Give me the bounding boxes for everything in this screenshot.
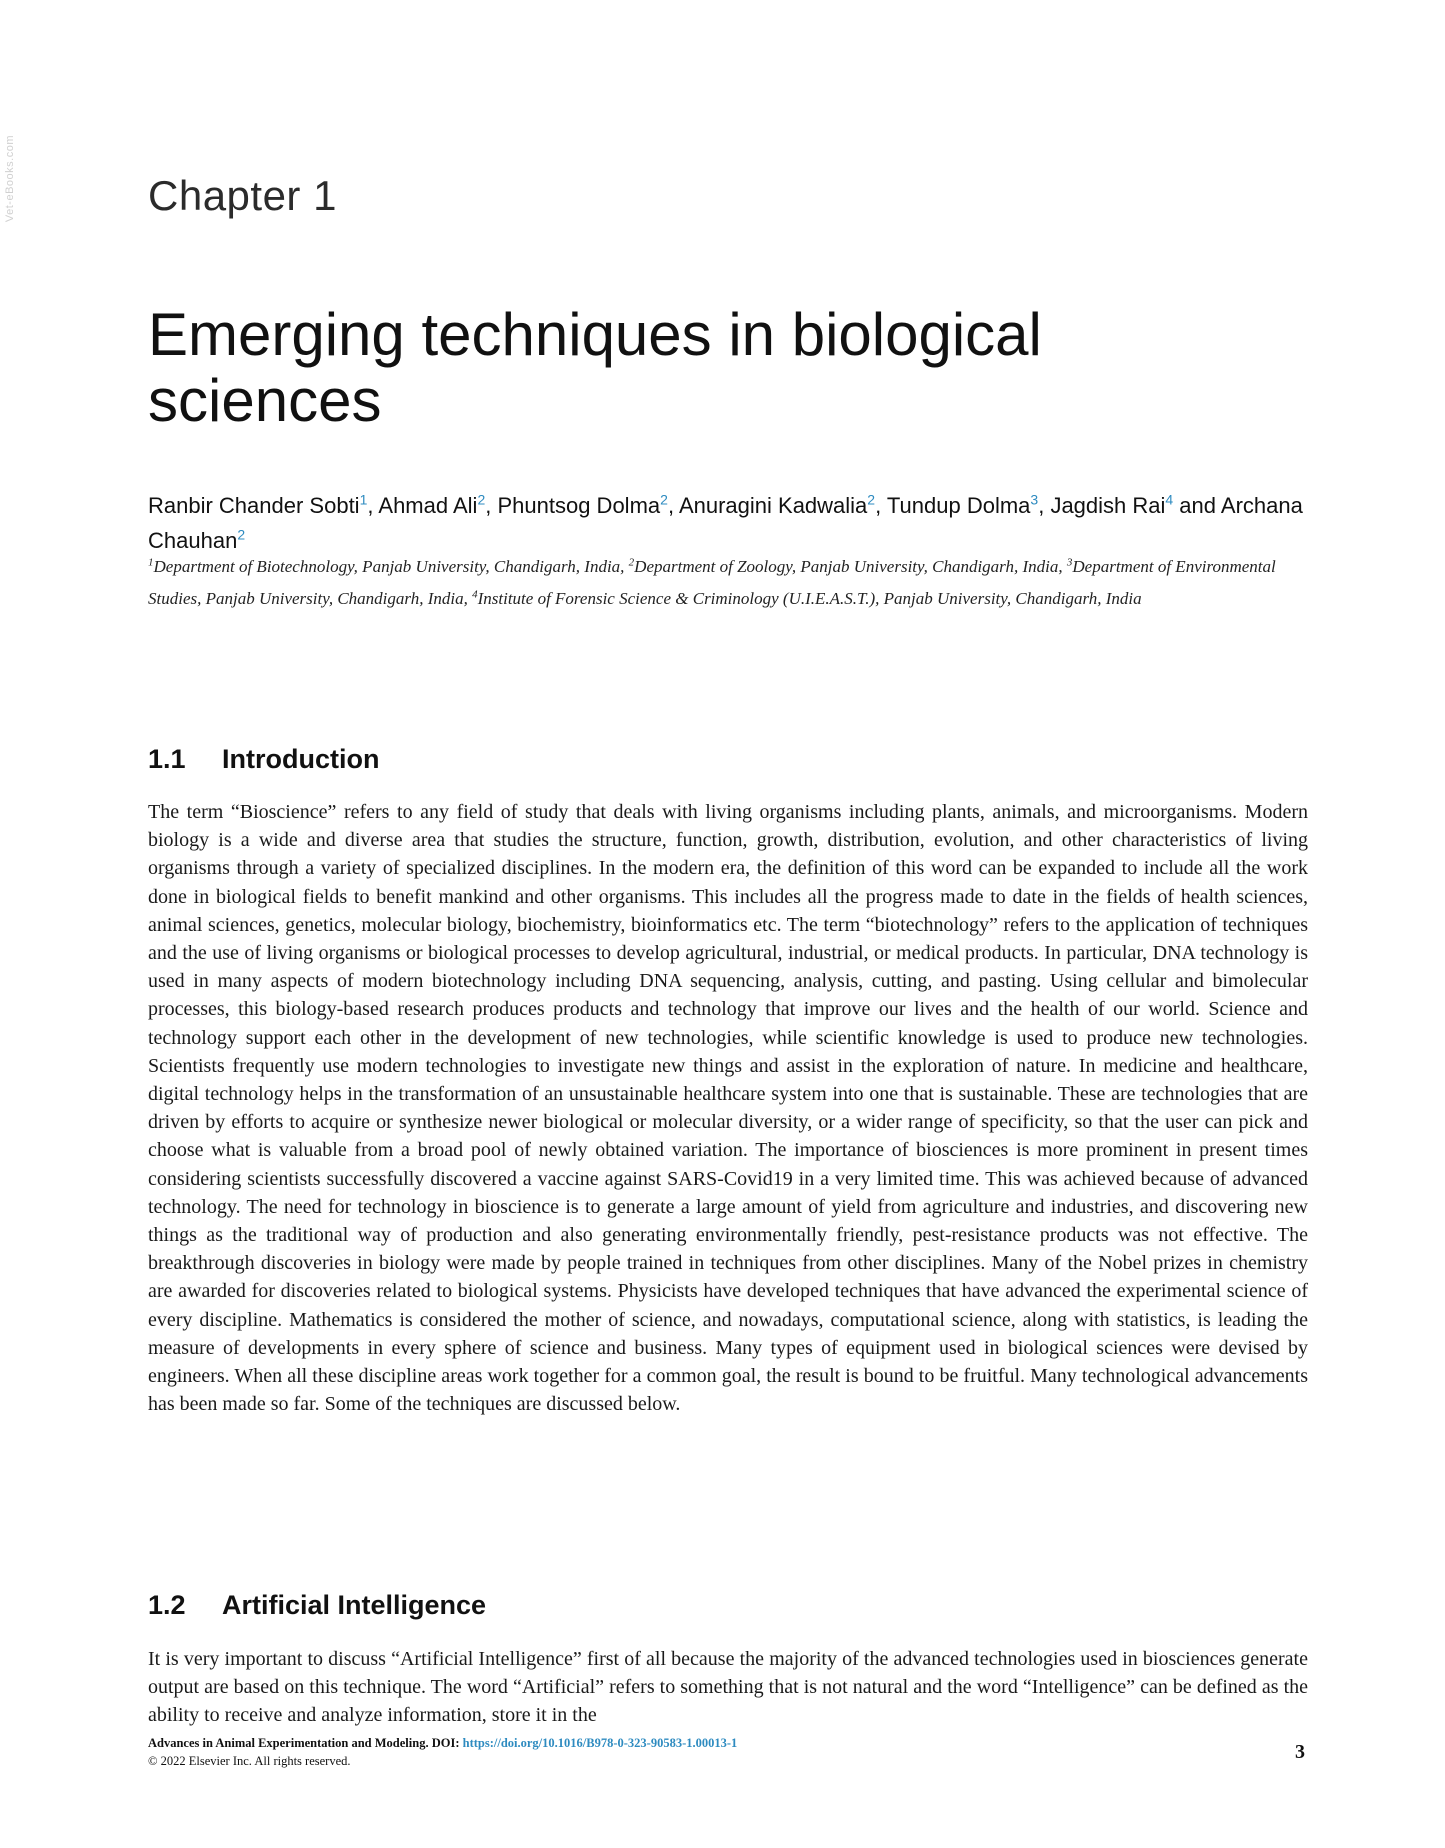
- author-affiliation-link[interactable]: 2: [660, 492, 668, 508]
- section-number: 1.1: [148, 744, 186, 774]
- chapter-label: Chapter 1: [148, 172, 337, 219]
- author-affiliation-link[interactable]: 2: [867, 492, 876, 508]
- author: Anuragini Kadwalia$^2$,: [678, 492, 887, 519]
- section-title: Introduction: [222, 744, 380, 774]
- affiliation: $^1$Department of Biotechnology, Panjab University, Chandigarh, India,: [148, 556, 629, 576]
- author-list: [148, 486, 1308, 555]
- journal-name: Advances in Animal Experimentation and Modeling.: [148, 1736, 429, 1750]
- affiliations: [148, 548, 1308, 613]
- section-number: 1.2: [148, 1590, 186, 1620]
- affiliation: $^3$Department of Environmental Studies, Panjab University, Chandigarh, India,: [148, 556, 1276, 609]
- doi-link[interactable]: https://doi.org/10.1016/B978-0-323-90583-1.00013-1: [462, 1736, 738, 1750]
- author-affiliation-link[interactable]: 4: [1165, 492, 1174, 508]
- author-affiliation-link[interactable]: 1: [359, 492, 368, 508]
- author: Tundup Dolma$^3$,: [886, 492, 1051, 519]
- affiliation: $^4$Institute of Forensic Science & Criminology (U.I.E.A.S.T.), Panjab University, Chandigarh, India: [472, 588, 1142, 609]
- author: Ranbir Chander Sobti$^1$,: [148, 492, 379, 519]
- section-heading-introduction: [148, 744, 379, 775]
- author: Archana Chauhan$^2$: [148, 493, 1303, 553]
- doi-label: DOI:: [431, 1736, 460, 1750]
- page-number: 3: [1295, 1741, 1305, 1763]
- section-heading-artificial-intelligence: [148, 1590, 486, 1621]
- author: Phuntsog Dolma$^2$,: [497, 492, 679, 519]
- author-affiliation-link[interactable]: 3: [1030, 492, 1039, 508]
- section-title: Artificial Intelligence: [222, 1590, 487, 1620]
- section-body-introduction: The term “Bioscience” refers to any field of study that deals with living organisms including plants, animals, and microorganisms. Modern biology is a wide and diverse area that studies the structure, function, growth, distribution, evolution, and other characteristics of living organisms through a variety of specialized disciplines. In the modern era, the definition of this word can be expanded to include all the work done in biological fields to benefit mankind and other organisms. This includes all the progress made to date in the fields of health sciences, animal sciences, genetics, molecular biology, biochemistry, bioinformatics etc. The term “biotechnology” refers to the application of techniques and the use of living organisms or biological processes to develop agricultural, industrial, or medical products. In particular, DNA technology is used in many aspects of modern biotechnology including DNA sequencing, analysis, cutting, and pasting. Using cellular and bimolecular processes, this biology-based research produces products and technology that improve our lives and the health of our world. Science and technology support each other in the development of new technologies, while scientific knowledge is used to produce new technologies. Scientists frequently use modern technologies to investigate new things and assist in the exploration of nature. In medicine and healthcare, digital technology helps in the transformation of an unsustainable healthcare system into one that is sustainable. These are technologies that are driven by efforts to acquire or synthesize newer biological or molecular diversity, or a wider range of specificity, so that the user can pick and choose what is valuable from a broad pool of newly obtained variation. The importance of biosciences is more prominent in present times considering scientists successfully discovered a vaccine against SARS-Covid19 in a very limited time. This was achieved because of advanced technology. The need for technology in bioscience is to generate a large amount of yield from agriculture and industries, and discovering new things as the traditional way of production and also generating environmentally friendly, pest-resistance products was not effective. The breakthrough discoveries in biology were made by people trained in techniques from other disciplines. Many of the Nobel prizes in chemistry are awarded for discoveries related to biological systems. Physicists have developed techniques that have advanced the experimental science of every discipline. Mathematics is considered the mother of science, and nowadays, computational science, along with statistics, is leading the measure of developments in every sphere of science and business. Many types of equipment used in biological sciences were devised by engineers. When all these discipline areas work together for a common goal, the result is bound to be fruitful. Many technological advancements has been made so far. Some of the techniques are discussed below.: [148, 801, 1308, 1416]
- copyright: © 2022 Elsevier Inc. All rights reserved.: [148, 1754, 351, 1768]
- section-body-artificial-intelligence: It is very important to discuss “Artificial Intelligence” first of all because the majority of the advanced technologies used in biosciences generate output are based on this technique. The word “Artificial” refers to something that is not natural and the word “Intelligence” can be defined as the ability to receive and analyze information, store it in the: [148, 1648, 1308, 1727]
- author: Ahmad Ali$^2$,: [378, 492, 498, 519]
- chapter-title: Emerging techniques in biological sciences: [148, 301, 1042, 434]
- footer-citation: [148, 1734, 1048, 1752]
- footer: [148, 1734, 1048, 1770]
- watermark: Vet-eBooks.com: [4, 135, 16, 223]
- author: Jagdish Rai$^4$ and: [1050, 492, 1221, 519]
- author-affiliation-link[interactable]: 2: [477, 492, 486, 508]
- affiliation: $^2$Department of Zoology, Panjab University, Chandigarh, India,: [628, 556, 1067, 576]
- author-affiliation-link[interactable]: 2: [237, 526, 246, 543]
